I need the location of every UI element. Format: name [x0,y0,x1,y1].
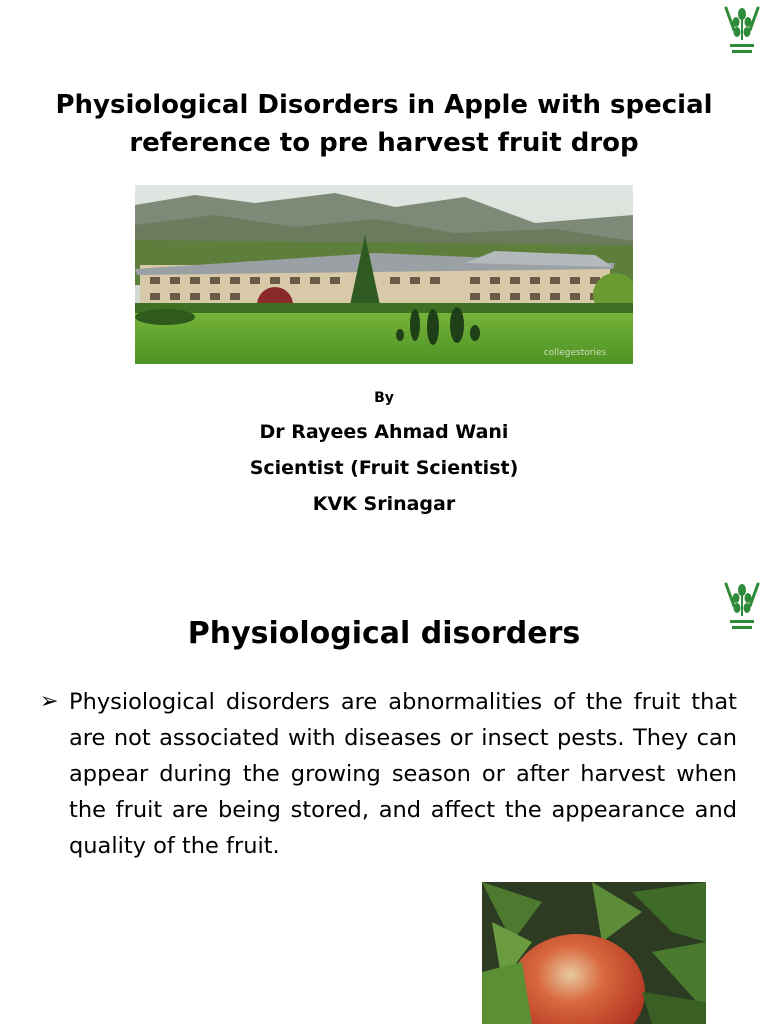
slide-title: Physiological disorders [187,616,581,651]
bullet-paragraph: Physiological disorders are abnormalities of the fruit that are not associated with diseases or insect pests. They can appear during the growing season or after harvest when the fruit are being stored, and affect the appearance and quality of the fruit. [69,689,737,859]
author-institution: KVK Srinagar [312,493,456,515]
by-label: By [374,390,394,406]
campus-photo [135,185,633,364]
presentation-title [30,86,738,162]
bullet-arrow-icon: ➢ [40,689,59,714]
title-line-2: reference to pre harvest fruit drop [129,128,639,158]
author-designation: Scientist (Fruit Scientist) [249,457,519,479]
content-slide [0,576,768,1024]
apple-photo [482,882,706,1024]
author-name: Dr Rayees Ahmad Wani [259,421,509,443]
photo-watermark: collegestories [543,348,607,358]
icar-logo-icon [722,4,762,56]
title-line-1: Physiological Disorders in Apple with special [55,90,713,120]
